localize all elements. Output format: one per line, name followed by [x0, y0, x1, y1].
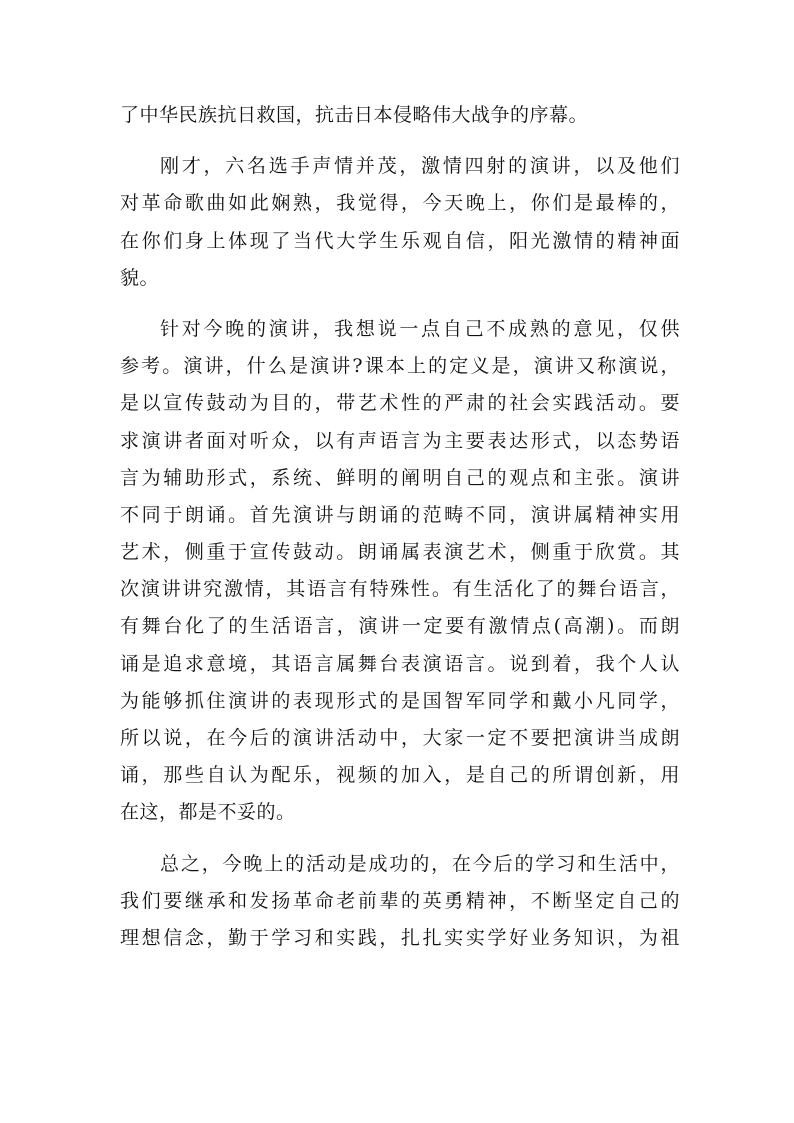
paragraph-spacer	[120, 297, 680, 311]
text-line: 所以说，在今后的演讲活动中，大家一定不要把演讲当成朗	[120, 727, 680, 749]
paragraph	[120, 311, 680, 832]
text-line: 在你们身上体现了当代大学生乐观自信，阳光激情的精神面	[120, 229, 680, 252]
text-line: 次演讲讲究激情，其语言有特殊性。有生活化了的舞台语言，	[120, 578, 680, 601]
text-line: 不同于朗诵。首先演讲与朗诵的范畴不同，演讲属精神实用	[120, 503, 680, 526]
text-line: 理想信念，勤于学习和实践，扎扎实实学好业务知识，为祖	[120, 926, 680, 949]
text-line: 言为辅助形式，系统、鲜明的阐明自己的观点和主张。演讲	[120, 466, 680, 489]
text-line: 貌。	[120, 266, 160, 289]
document-body	[120, 97, 680, 957]
paragraph	[120, 846, 680, 958]
text-line: 参考。演讲，什么是演讲?课本上的定义是，演讲又称演说，	[120, 355, 680, 378]
text-line: 针对今晚的演讲，我想说一点自己不成熟的意见，仅供	[160, 317, 680, 340]
text-line: 是以宣传鼓动为目的，带艺术性的严肃的社会实践活动。要	[120, 392, 680, 415]
paragraph-spacer	[120, 134, 680, 148]
text-line: 为能够抓住演讲的表现形式的是国智军同学和戴小凡同学，	[120, 689, 680, 712]
text-line: 诵，那些自认为配乐，视频的加入，是自己的所谓创新，用	[120, 764, 680, 787]
text-line: 求演讲者面对听众，以有声语言为主要表达形式，以态势语	[120, 429, 680, 452]
text-line: 了中华民族抗日救国，抗击日本侵略伟大战争的序幕。	[120, 104, 589, 126]
text-line: 刚才，六名选手声情并茂，激情四射的演讲，以及他们	[160, 155, 680, 178]
text-line: 对革命歌曲如此娴熟，我觉得，今天晚上，你们是最棒的，	[120, 192, 680, 215]
text-line: 有舞台化了的生活语言，演讲一定要有激情点(高潮)。而朗	[120, 615, 680, 638]
text-line: 总之，今晚上的活动是成功的，在今后的学习和生活中，	[160, 852, 680, 875]
paragraph-spacer	[120, 832, 680, 846]
text-line: 我们要继承和发扬革命老前辈的英勇精神，不断坚定自己的	[120, 889, 680, 912]
paragraph	[120, 148, 680, 297]
text-line: 在这，都是不妥的。	[120, 801, 296, 824]
text-line: 艺术，侧重于宣传鼓动。朗诵属表演艺术，侧重于欣赏。其	[120, 541, 680, 564]
text-line: 诵是追求意境，其语言属舞台表演语言。说到着，我个人认	[120, 652, 680, 675]
paragraph	[120, 97, 680, 134]
